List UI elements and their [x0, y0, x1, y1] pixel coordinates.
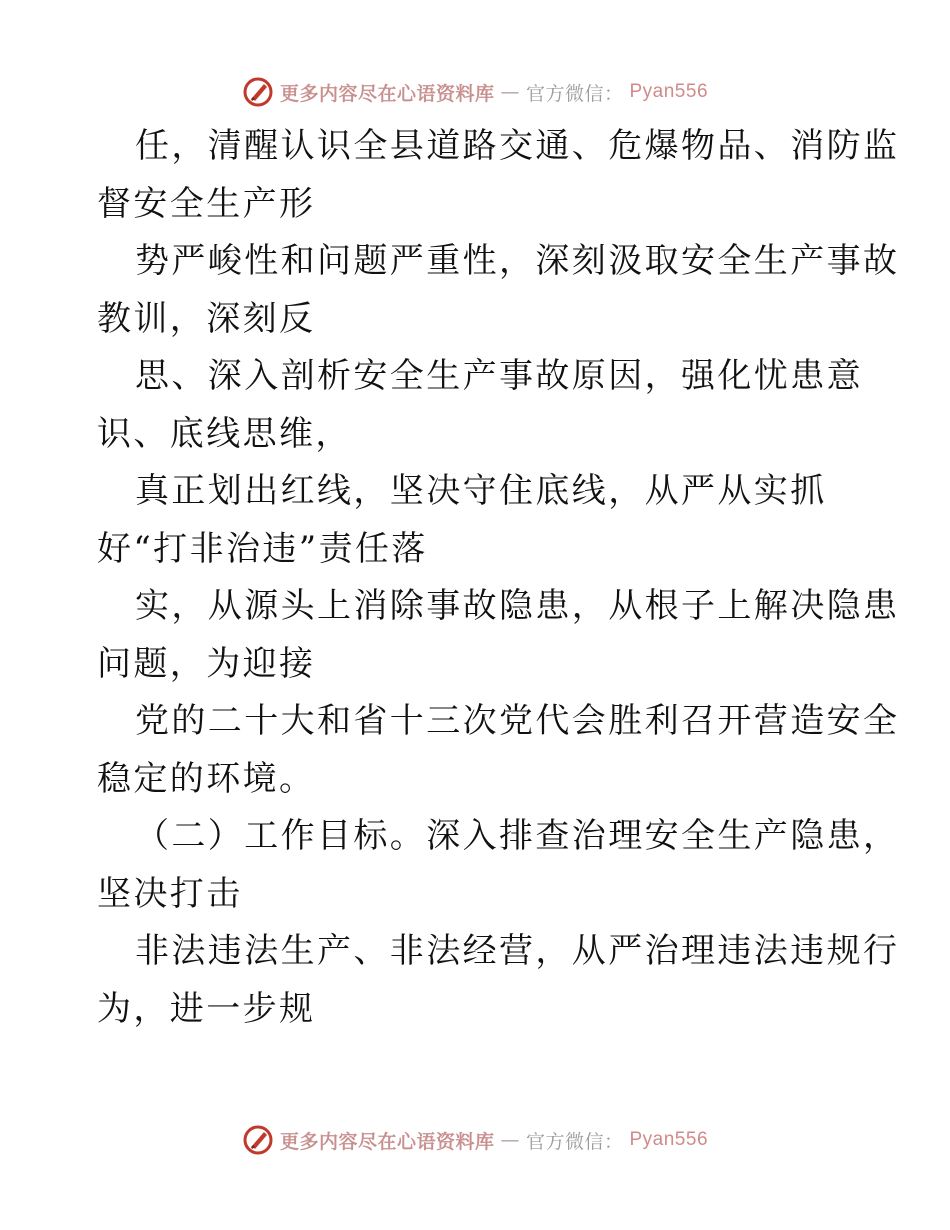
- paragraph: [97, 348, 863, 463]
- banner-dash: —: [500, 1129, 520, 1151]
- paragraph-line: 任，清醒认识全县道路交通、危爆物品、消防监: [135, 126, 900, 166]
- paragraph: [97, 808, 900, 923]
- paragraph: [97, 118, 900, 233]
- paragraph-line: 势严峻性和问题严重性，深刻汲取安全生产事故: [135, 241, 900, 281]
- document-body: [97, 118, 900, 1038]
- banner-sub-text: 官方微信：: [525, 1130, 624, 1153]
- paragraph-line: 教训，深刻反: [97, 298, 316, 339]
- paragraph-line: 思、深入剖析安全生产事故原因，强化忧患意: [135, 356, 863, 396]
- banner-dash: —: [500, 81, 520, 103]
- banner-main-text: 更多内容尽在心语资料库: [279, 82, 495, 105]
- paragraph-line: 非法违法生产、非法经营，从严治理违法违规行: [135, 931, 900, 971]
- paragraph-line: 好“打非治违”责任落: [97, 528, 428, 569]
- paragraph-line: 识、底线思维，: [97, 413, 352, 454]
- paragraph: [97, 693, 900, 808]
- footer-watermark: [0, 1120, 950, 1160]
- banner-main-text: 更多内容尽在心语资料库: [279, 1130, 495, 1153]
- paragraph-line: 实，从源头上消除事故隐患，从根子上解决隐患: [135, 586, 900, 626]
- banner-wechat-id: Pyan556: [629, 81, 709, 102]
- header-watermark: [0, 72, 950, 112]
- paragraph-line: 问题，为迎接: [97, 643, 316, 684]
- banner-sub-text: 官方微信：: [525, 82, 624, 105]
- pen-logo-icon: [242, 76, 274, 108]
- pen-logo-icon: [242, 1124, 274, 1156]
- paragraph-line: 督安全生产形: [97, 183, 316, 224]
- paragraph-line: 为，进一步规: [97, 988, 316, 1029]
- paragraph: [97, 923, 900, 1038]
- paragraph-line: 真正划出红线，坚决守住底线，从严从实抓: [135, 471, 827, 511]
- paragraph-line: 坚决打击: [97, 873, 243, 914]
- paragraph-line: （二）工作目标。深入排查治理安全生产隐患，: [135, 816, 900, 856]
- banner-wechat-id: Pyan556: [629, 1129, 709, 1150]
- paragraph-line: 稳定的环境。: [97, 758, 316, 799]
- paragraph: [97, 463, 857, 578]
- paragraph: [97, 578, 900, 693]
- paragraph-line: 党的二十大和省十三次党代会胜利召开营造安全: [135, 701, 900, 741]
- paragraph: [97, 233, 900, 348]
